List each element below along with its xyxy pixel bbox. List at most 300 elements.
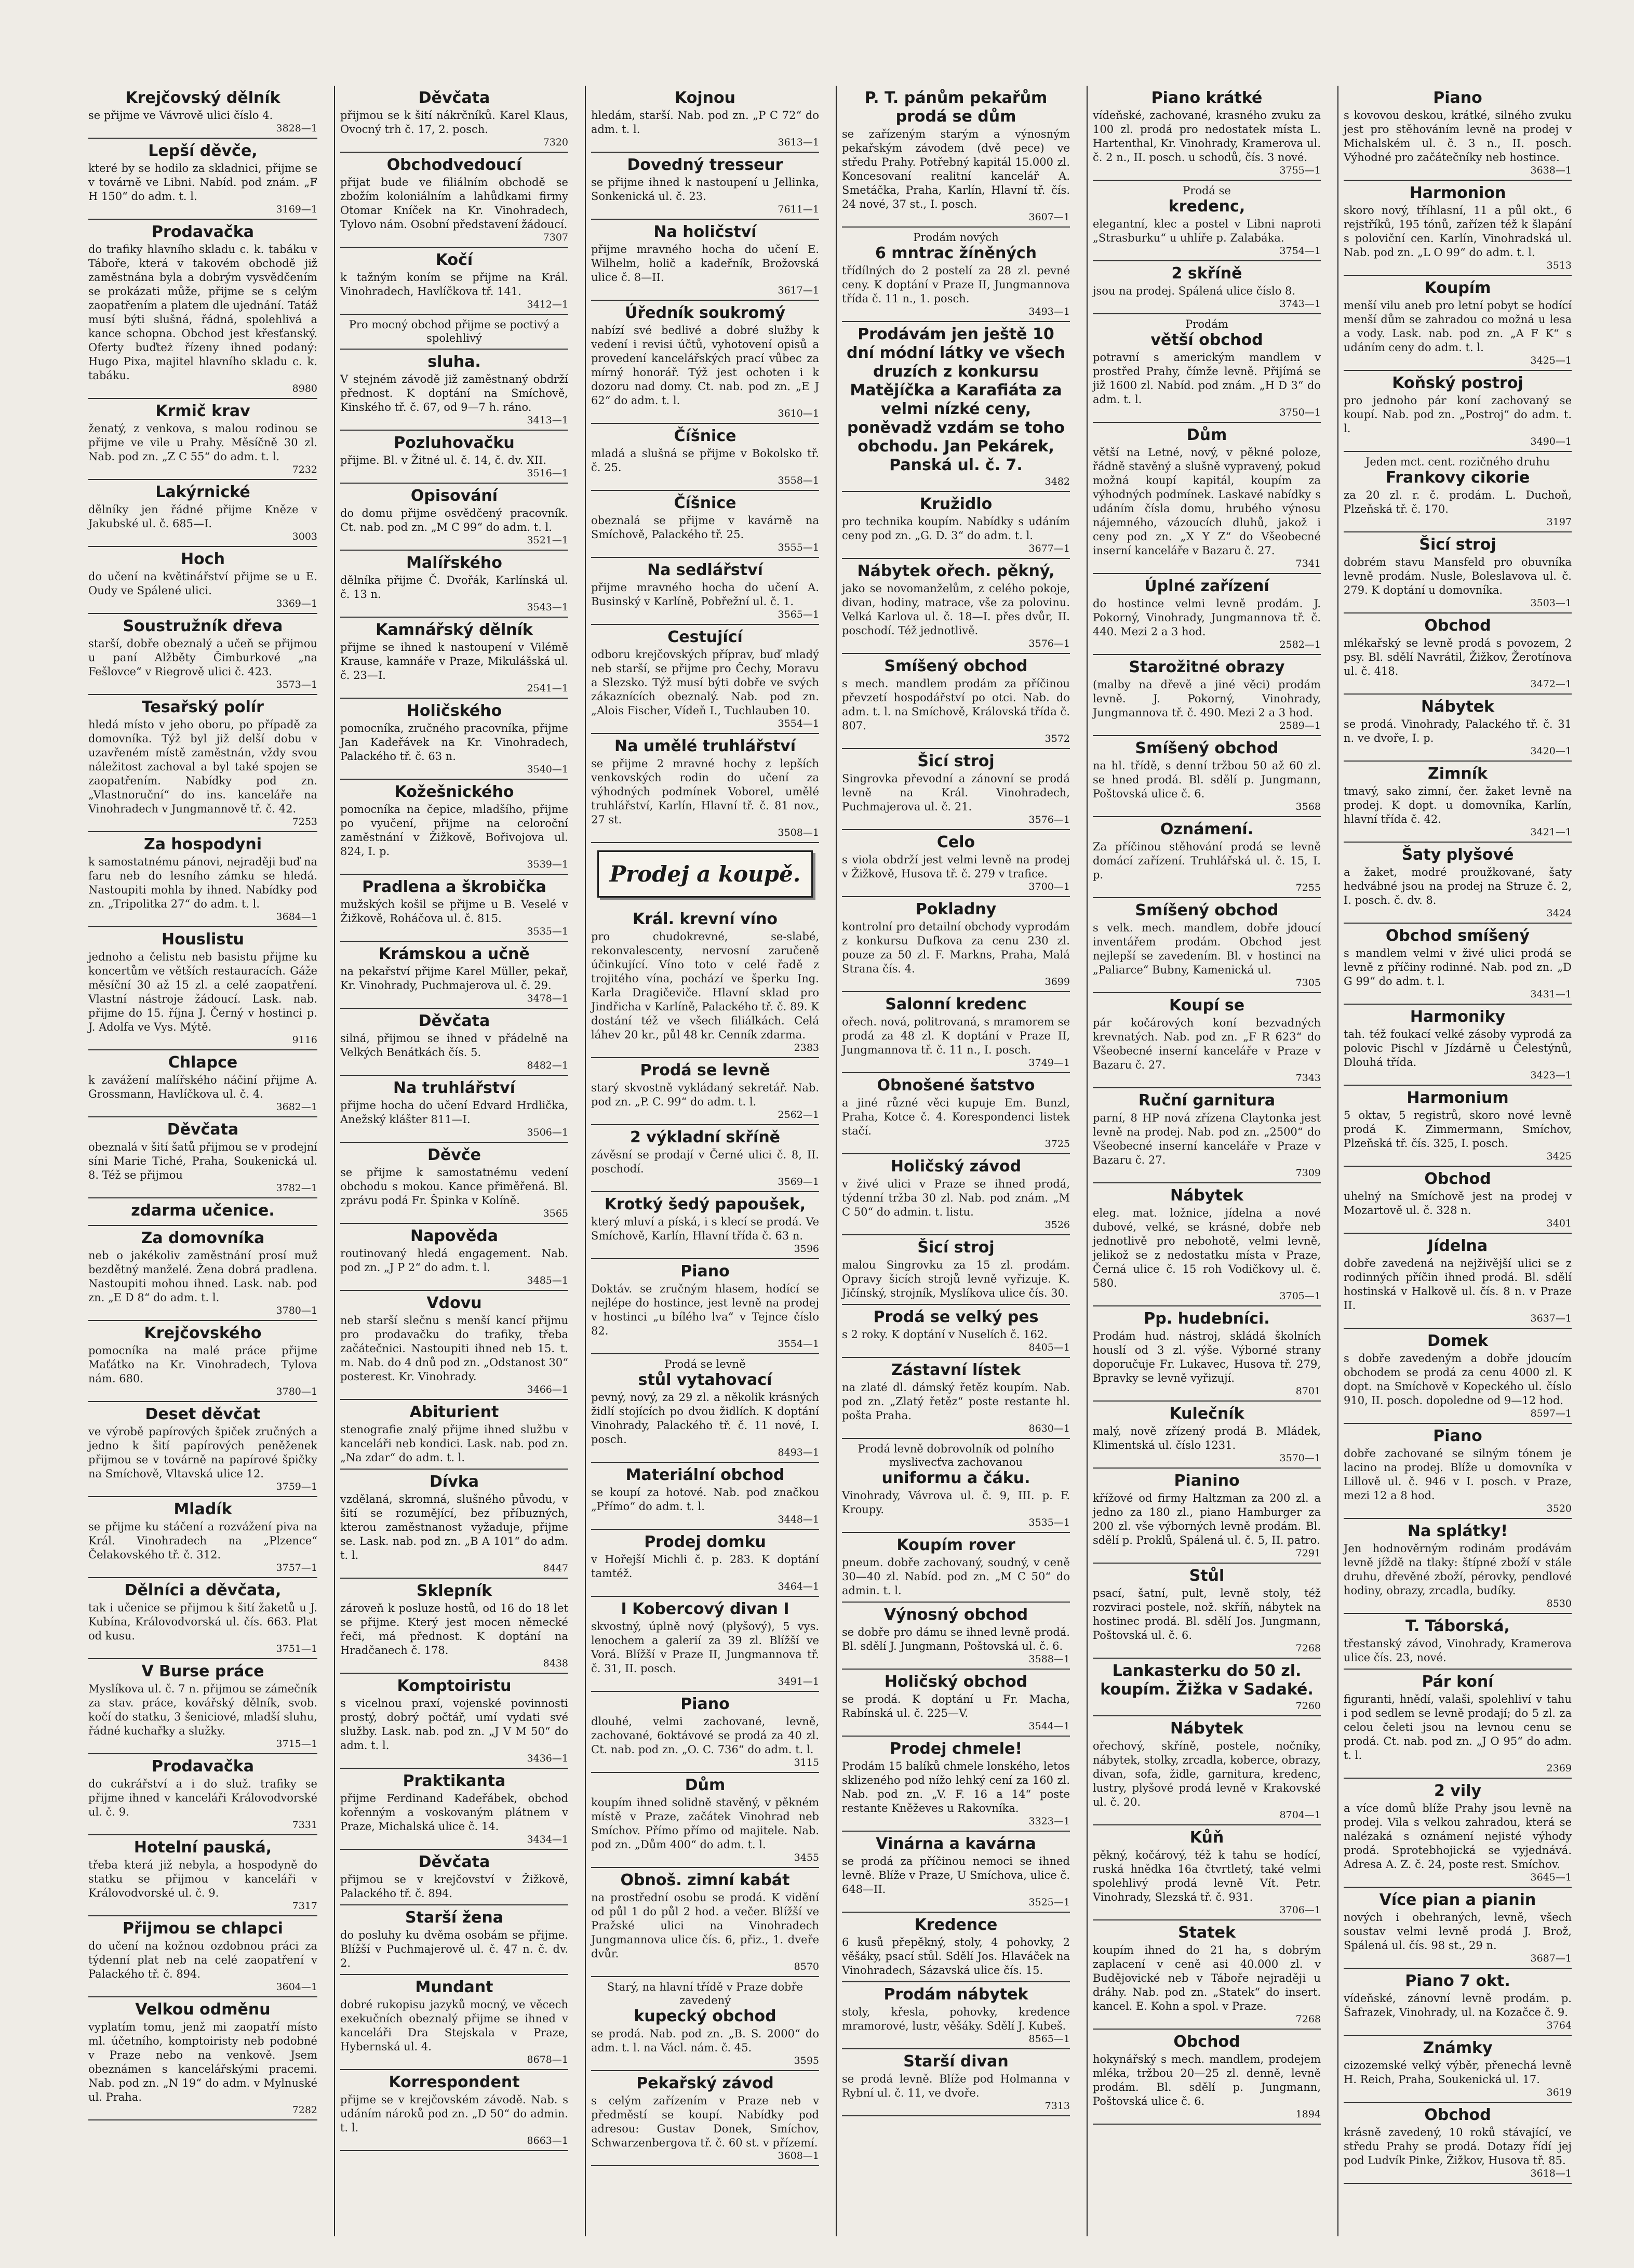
ad-body: jednoho a čelistu neb basistu přijme ku koncertům ve větších restauracích. Gáže měsíční 30 až 15 zl. a celé zaopatření. Vlastní nástroje žádoucí. Lask. nab. přijme do 15. října J. Černý v hostinci p. J. Adolfa ve Vys. Mýtě. bbox=[88, 951, 317, 1033]
ad-body: k zavážení malířského náčiní přijme A. Grossmann, Havlíčkova ul. č. 4. bbox=[88, 1074, 317, 1100]
ad-body: Jen hodnověrným rodinám prodávám levně jíždě na tlaky: štípné zboží v stále druhu, dřevěné zboží, pérovky, pendlové hodiny, obrazy, zrcadla, budíky. bbox=[1344, 1542, 1572, 1597]
ad-code: 3434—1 bbox=[527, 1834, 568, 1845]
ad-code: 3558—1 bbox=[778, 475, 819, 486]
classified-ad bbox=[842, 1154, 1070, 1235]
classified-ad bbox=[842, 992, 1070, 1073]
ad-code: 3482 bbox=[1044, 476, 1070, 487]
ad-title: Úplné zařízení bbox=[1144, 577, 1269, 595]
column-3 bbox=[585, 86, 824, 2236]
ad-body: do hostince velmi levně prodám. J. Pokorný, Vinohrady, Jungmannova tř. č. 440. Mezi 2 a 3 hod. bbox=[1093, 597, 1321, 638]
ad-code: 8980 bbox=[292, 383, 317, 394]
ad-code: 3485—1 bbox=[527, 1275, 568, 1286]
ad-title: 2 výkladní skříně bbox=[630, 1128, 781, 1146]
ad-code: 3464—1 bbox=[778, 1581, 819, 1592]
ad-code: 8678—1 bbox=[527, 2054, 568, 2065]
ad-title: sluha. bbox=[427, 353, 481, 371]
ad-body: se přijme 2 mravné hochy z lepších venkovských rodin do učení za výhodných podmínek Voborel, umělé truhlářství, Karlín, Hlavní tř. č. 81 nov., 27 st. bbox=[591, 757, 819, 826]
classified-ad bbox=[1344, 2036, 1572, 2103]
ad-code: 3570—1 bbox=[1279, 1452, 1321, 1464]
ad-code: 3436—1 bbox=[527, 1753, 568, 1764]
ad-code: 3520 bbox=[1546, 1503, 1572, 1514]
classified-ad bbox=[340, 1470, 568, 1579]
ad-code: 3401 bbox=[1546, 1218, 1572, 1229]
ad-body: se koupí za hotové. Nab. pod značkou „Přímo“ do adm. t. l. bbox=[591, 1486, 819, 1513]
ad-title: Šaty plyšové bbox=[1401, 846, 1514, 864]
ad-title: 2 vily bbox=[1434, 1782, 1481, 1800]
ad-title: Kožešnického bbox=[394, 783, 514, 801]
ad-title: Komptoiristu bbox=[397, 1677, 512, 1695]
classified-ad bbox=[88, 1402, 317, 1497]
ad-body: menší vilu aneb pro letní pobyt se hodící menší dům se zahradou co možná u lesa a vody. Lask. nab. pod zn. „A F K“ s udáním ceny do adm. t. l. bbox=[1344, 299, 1572, 354]
ad-code: 3588—1 bbox=[1028, 1653, 1070, 1665]
ad-body: stoly, křesla, pohovky, kredence mramorové, lustr, věšáky. Sdělí J. Kubeš. bbox=[842, 2006, 1070, 2032]
classified-ad bbox=[1344, 1424, 1572, 1519]
ad-code: 8482—1 bbox=[527, 1060, 568, 1071]
classified-ad bbox=[842, 1670, 1070, 1737]
ad-title: Dům bbox=[685, 1776, 726, 1794]
ad-title: Krámskou a učně bbox=[379, 945, 530, 963]
ad-title: Kočí bbox=[435, 251, 473, 269]
ad-body: kontrolní pro detailní obchody vyprodám z konkursu Dufkova za cenu 230 zl. pouze za 50 zl. F. Markns, Praha, Malá Strana čís. 4. bbox=[842, 920, 1070, 975]
ad-code: 3743—1 bbox=[1279, 298, 1321, 310]
ad-title: Piano 7 okt. bbox=[1405, 1972, 1510, 1990]
classified-ad bbox=[88, 1754, 317, 1835]
ad-title: Smíšený obchod bbox=[884, 657, 1028, 675]
ad-title: Zimník bbox=[1428, 765, 1488, 783]
classified-ad bbox=[1344, 2103, 1572, 2184]
ad-body: ve výrobě papírových špiček zručných a jedno k šití papírových peněženek přijmou se v továrně na papírové špičky na Smíchově, Vltavská ulice 12. bbox=[88, 1425, 317, 1480]
ad-body: do cukrářství a i do služ. trafiky se přijme ihned v kanceláři Královodvorské ul. č. 9. bbox=[88, 1778, 317, 1818]
classified-ad bbox=[842, 322, 1070, 492]
ad-title: Koňský postroj bbox=[1392, 374, 1523, 392]
ad-title: Statek bbox=[1178, 1924, 1236, 1942]
ad-code: 3725 bbox=[1044, 1138, 1070, 1150]
classified-ad bbox=[591, 1773, 819, 1868]
classified-ad bbox=[842, 1235, 1070, 1305]
ad-title: Jídelna bbox=[1427, 1237, 1488, 1255]
ad-title: Kredence bbox=[914, 1916, 998, 1934]
ad-body: do učení na květinářství přijme se u E. Oudy ve Spálené ulici. bbox=[88, 570, 317, 597]
ad-code: 3568 bbox=[1295, 801, 1321, 812]
ad-code: 3491—1 bbox=[778, 1676, 819, 1687]
ad-body: Prodám 15 balíků chmele lonského, letos sklizeného pod nížo lehký cení za 160 zl. Nab. pod zn. „V. F. 16 a 14“ poste restante Kněževes u Rakovníka. bbox=[842, 1760, 1070, 1815]
ad-code: 3554—1 bbox=[778, 1338, 819, 1350]
ad-body: eleg. mat. ložnice, jídelna a nové dubové, velké, se krásné, dobře neb jednotlivě pro nebohotě, velmi levně, jelikož se z nedostatku místa v Praze, Černá ulice č. 15 roh Vodičkovy ul. č. 580. bbox=[1093, 1207, 1321, 1289]
ad-title: Pozluhovačku bbox=[394, 434, 515, 452]
ad-code: 3466—1 bbox=[527, 1384, 568, 1395]
classified-ad bbox=[88, 1050, 317, 1117]
ad-code: 7341 bbox=[1295, 558, 1321, 569]
ad-code: 3828—1 bbox=[276, 123, 317, 134]
classified-ad bbox=[1344, 1086, 1572, 1167]
ad-title: Kružidlo bbox=[919, 495, 993, 513]
ad-body: s viola obdrží jest velmi levně na prodej v Žižkově, Husova tř. č. 279 v trafice. bbox=[842, 853, 1070, 880]
classified-ad bbox=[1093, 1183, 1321, 1306]
ad-title: Koupím bbox=[1424, 279, 1491, 297]
classified-ad bbox=[591, 220, 819, 301]
ad-title: Tesařský polír bbox=[142, 698, 264, 716]
ad-body: hledá místo v jeho oboru, po případě za domovníka. Týž byl již delší dobu v uzavřeném místě zaměstnán, vždy svou náležitost zachoval a byl také spojen se zaopatřením. Nabídky pod zn. „Vlastnoruční“ do ins. kanceláře na Vinohradech v Jungmannově tř. č. 42. bbox=[88, 718, 317, 815]
ad-body: větší na Letné, nový, v pěkné poloze, řádně stavěný a slušně vypravený, pokud možná koupí kapitál, koupím za výhodných podmínek. Laskavé nabídky s udáním čísla domu, hrubého výnosu nájemného, vázoucích dluhů, jakož i ceny pod zn. „X Y Z“ do Všeobecné inserní kanceláře v Bazaru č. 27. bbox=[1093, 446, 1321, 557]
ad-body: 6 kusů přepěkný, stoly, 4 pohovky, 2 věšáky, psací stůl. Sdělí Jos. Hlaváček na Vinohradech, Sázavská ulice čís. 15. bbox=[842, 1936, 1070, 1977]
ad-body: dělníka přijme Č. Dvořák, Karlínská ul. č. 13 n. bbox=[340, 574, 568, 601]
ad-body: do trafiky hlavního skladu c. k. tabáku v Táboře, která v takovém obchodě již zaměstnána byla a dobrým vysvědčením se prokázati může, přijme se s celým zaopatřením a platem dle ujednání. Tatáž musí býti slušná, řádná, spolehlivá a kance schopna. Obchod jest křesťanský. Oferty buďteż řízeny ihned podaný: Hugo Pixa, majitel hlavního skladu c. k. tabáku. bbox=[88, 243, 317, 382]
ad-title: Piano bbox=[1433, 1427, 1482, 1445]
classified-ad bbox=[1344, 1167, 1572, 1234]
ad-code: 3455 bbox=[794, 1852, 819, 1863]
ad-code: 8701 bbox=[1295, 1385, 1321, 1397]
ad-body: do posluhy ku dvěma osobám se přijme. Blížší v Puchmajerově ul. č. 47 n. č. dv. 2. bbox=[340, 1929, 568, 1969]
ad-title: Na umělé truhlářství bbox=[614, 737, 796, 755]
classified-ad bbox=[340, 350, 568, 431]
ad-title: Více pian a pianin bbox=[1379, 1891, 1536, 1909]
ad-title: Praktikanta bbox=[403, 1772, 506, 1790]
ad-title: Piano bbox=[680, 1695, 730, 1713]
classified-ad bbox=[1093, 736, 1321, 817]
ad-body: parní, 8 HP nová zřízena Claytonka jest levně na prodej. Nab. pod zn. „2500“ do Všeobecné inserní kanceláře v Praze v Bazaru č. 27. bbox=[1093, 1112, 1321, 1166]
ad-code: 3540—1 bbox=[527, 764, 568, 775]
ad-title: Domek bbox=[1427, 1332, 1489, 1350]
ad-code: 7611—1 bbox=[778, 204, 819, 215]
classified-ad bbox=[88, 1198, 317, 1226]
ad-body: koupím ihned do 21 ha, s dobrým zaplacení v ceně asi 40.000 zl. v Budějovické neb v Táboře nejraději u dráhy. Nab. pod zn. „Statek“ do insert. kancel. E. Kohn a spol. v Praze. bbox=[1093, 1944, 1321, 2012]
classified-columns bbox=[83, 86, 1577, 2236]
classified-ad bbox=[842, 1982, 1070, 2049]
ad-body: starší, dobře obeznalý a učeň se přijmou u paní Alžběty Čimburkové „na Fešlovce“ v Riegrově ulici č. 423. bbox=[88, 637, 317, 678]
ad-code: 3425—1 bbox=[1530, 355, 1572, 366]
ad-code: 3472—1 bbox=[1530, 678, 1572, 690]
ad-title: Napověda bbox=[410, 1227, 499, 1245]
ad-body: na zlaté dl. dámský řetěz koupím. Nab. pod zn. „Zlatý řetěz“ poste restante hl. pošta Praha. bbox=[842, 1381, 1070, 1422]
classified-ad bbox=[1093, 1564, 1321, 1659]
ad-title: Starožitné obrazy bbox=[1129, 658, 1285, 676]
classified-ad bbox=[340, 1291, 568, 1400]
classified-ad bbox=[1344, 371, 1572, 452]
classified-ad bbox=[842, 1439, 1070, 1533]
ad-code: 7305 bbox=[1295, 977, 1321, 989]
ad-code: 3677—1 bbox=[1028, 543, 1070, 554]
ad-title: Holičský závod bbox=[890, 1157, 1022, 1176]
ad-body: dobrém stavu Mansfeld pro obuvníka levně prodám. Nusle, Boleslavova ul. č. 279. K doptání u domovníka. bbox=[1344, 556, 1572, 596]
ad-code: 3506—1 bbox=[527, 1127, 568, 1138]
ad-code: 3715—1 bbox=[276, 1738, 317, 1750]
ad-pretitle: Prodám bbox=[1185, 318, 1228, 330]
classified-ad bbox=[591, 1354, 819, 1463]
ad-title: Obchod bbox=[1424, 617, 1491, 635]
ad-title: Deset děvčat bbox=[145, 1405, 261, 1423]
classified-ad bbox=[1093, 1402, 1321, 1469]
ad-title: Salonní kredenc bbox=[885, 995, 1027, 1013]
ad-title: 6 mntrac žíněných bbox=[875, 244, 1037, 262]
ad-code: 3576—1 bbox=[1028, 638, 1070, 649]
classified-ad bbox=[340, 618, 568, 699]
ad-body: s mech. mandlem prodám za příčinou převzetí hospodářství po otci. Nab. do adm. t. l. na Smíchově, Královská třída č. 807. bbox=[842, 677, 1070, 732]
ad-title: Na splátky! bbox=[1407, 1522, 1508, 1540]
classified-ad bbox=[842, 1737, 1070, 1832]
ad-title: Pekařský závod bbox=[636, 2074, 774, 2092]
classified-ad bbox=[591, 86, 819, 153]
ad-body: přijme se ihned k nastoupení v Vilémě Krause, kamnáře v Praze, Mikulášská ul. č. 23—I. bbox=[340, 641, 568, 682]
ad-title: Smíšený obchod bbox=[1135, 739, 1279, 757]
classified-ad bbox=[1344, 181, 1572, 276]
classified-ad bbox=[88, 220, 317, 399]
ad-body: dělníky jen řádné přijme Kněze v Jakubské ul. č. 685—I. bbox=[88, 503, 317, 530]
ad-title: Malířského bbox=[406, 554, 502, 572]
ad-body: Doktáv. se zručným hlasem, hodící se nejlépe do hostince, jest levně na prodej v hostinci „u bílého lva“ v Tejnce číslo 82. bbox=[591, 1283, 819, 1337]
ad-title: Obchod bbox=[1424, 1170, 1491, 1188]
ad-body: dobře zavedená na nejživější ulici se z rodinných příčin ihned prodá. Bl. sdělí hostinská v Halkově ul. čís. 8 n. v Praze II. bbox=[1344, 1257, 1572, 1312]
ad-body: přijmou se v krejčovství v Žižkově, Palackého tř. č. 894. bbox=[340, 1873, 568, 1900]
classified-ad bbox=[591, 301, 819, 424]
ad-title: Prodávám jen ještě 10 dní módní látky ve všech druzích z konkursu Matějíčka a Karafiáta za velmi nízké ceny, poněvadž vzdám se toho obchodu. Jan Pekárek, Panská ul. č. 7. bbox=[846, 325, 1066, 474]
ad-body: s celým zařízením v Praze neb v předměstí se koupí. Nabídky pod adresou: Gustav Donek, Smíchov, Schwarzenbergova tř. č. 60 st. v přízemí. bbox=[591, 2094, 819, 2149]
ad-body: hokynářský s mech. mandlem, prodejem mléka, tržbou 20—25 zl. denně, levně prodám. Bl. sdělí p. Jungmann, Poštovská ulice č. 6. bbox=[1093, 2053, 1321, 2107]
ad-body: V stejném závodě již zaměstnaný obdrží přednost. K doptání na Smíchově, Kinského tř. č. 67, od 9—7 h. ráno. bbox=[340, 373, 568, 413]
classified-ad bbox=[340, 1674, 568, 1769]
ad-body: k samostatnému pánovi, nejraději buď na faru neb do lesního zámku se hledá. Nastoupiti mohla by ihned. Nabídky pod zn. „Tripolitka 27“ do adm. t. l. bbox=[88, 856, 317, 910]
ad-body: pneum. dobře zachovaný, soudný, v ceně 30—40 zl. Nabíd. pod zn. „M C 50“ do admin. t. l. bbox=[842, 1556, 1070, 1597]
ad-body: přijat bude ve filiálním obchodě se zbožím koloniálním a lahůdkami firmy Otomar Kníček na Kr. Vinohradech, Tylovo nám. Osobní představení žádoucí. bbox=[340, 176, 568, 231]
ad-pretitle: Pro mocný obchod přijme se poctivý a spolehlivý bbox=[349, 318, 560, 344]
ad-body: k tažným koním se přijme na Král. Vinohradech, Havlíčkova tř. 141. bbox=[340, 271, 568, 298]
classified-ad bbox=[1344, 1519, 1572, 1614]
classified-ad bbox=[1093, 261, 1321, 314]
ad-body: vzdělaná, skromná, slušného původu, v šití se rozumějící, bez příbuzných, kterou zaměstnanost vyžaduje, přijme se. Lask. nab. pod zn. „B A 101“ do adm. t. l. bbox=[340, 1493, 568, 1562]
ad-code: 3423—1 bbox=[1530, 1070, 1572, 1081]
ad-code: 8663—1 bbox=[527, 2135, 568, 2146]
ad-body: s 2 roky. K doptání v Nuselích č. 162. bbox=[842, 1328, 1048, 1341]
ad-body: 5 oktav, 5 registrů, skoro nové levně prodá K. Zimmermann, Smíchov, Plzeňská tř. čís. 325, I. posch. bbox=[1344, 1109, 1572, 1150]
ad-title: Kulečník bbox=[1169, 1405, 1244, 1423]
ad-title: Dělníci a děvčata, bbox=[124, 1581, 282, 1599]
ad-code: 3478—1 bbox=[527, 993, 568, 1004]
classified-ad bbox=[1093, 181, 1321, 261]
ad-title: Hoch bbox=[181, 550, 225, 568]
ad-title: V Burse práce bbox=[141, 1662, 264, 1680]
ad-body: pěkný, kočárový, též k tahu se hodící, ruská hnědka 16a čtvrtletý, také velmi spolehlivý prodá levně Vít. Petr. Vinohrady, Slezská tř. č. 931. bbox=[1093, 1849, 1321, 1903]
ad-body: vídeňské, zachované, krasného zvuku za 100 zl. prodá pro nedostatek místa L. Hartenthal, Kr. Vinohrady, Kramerova ul. č. 2 n., II. posch. u schodů, čís. 3 nové. bbox=[1093, 109, 1321, 164]
ad-title: Obchod bbox=[1173, 2033, 1240, 2051]
ad-body: který mluví a píská, i s klecí se prodá. Ve Smíchově, Karlín, Hlavní třída č. 63 n. bbox=[591, 1216, 819, 1242]
ad-code: 3700—1 bbox=[1028, 881, 1070, 892]
classified-ad bbox=[340, 1850, 568, 1905]
ad-title: Pár koní bbox=[1422, 1673, 1494, 1691]
classified-ad bbox=[591, 1597, 819, 1692]
ad-code: 3595 bbox=[794, 2055, 819, 2066]
ad-code: 2589—1 bbox=[1279, 720, 1321, 731]
classified-ad bbox=[1344, 532, 1572, 613]
ad-title: T. Táborská, bbox=[1405, 1617, 1510, 1635]
ad-code: 8704—1 bbox=[1279, 1809, 1321, 1821]
ad-title: Dovedný tresseur bbox=[627, 156, 783, 174]
ad-title: Holičský obchod bbox=[884, 1673, 1028, 1691]
ad-title: Pokladny bbox=[915, 900, 997, 918]
classified-ad bbox=[1344, 762, 1572, 843]
ad-body: s velk. mech. mandlem, dobře jdoucí inventářem prodám. Obchod jest nejlepší se zavedením. Bl. v hostinci na „Paliarce“ Bubny, Kamenická ul. bbox=[1093, 922, 1321, 976]
ad-title: Dívka bbox=[430, 1473, 479, 1491]
ad-title: Děvčata bbox=[167, 1120, 239, 1139]
ad-code: 3699 bbox=[1044, 976, 1070, 988]
ad-title: Děvče bbox=[427, 1146, 481, 1164]
ad-body: třestanský závod, Vinohrady, Kramerova ulice čís. 23, nové. bbox=[1344, 1637, 1572, 1664]
ad-title: Úředník soukromý bbox=[624, 304, 785, 322]
ad-body: dobře zachované se silným tónem je lacino na prodej. Blíže u domovníka v Lillově ul. č. 946 v I. posch. v Praze, mezi 12 a 8 hod. bbox=[1344, 1447, 1572, 1502]
ad-code: 1894 bbox=[1295, 2109, 1321, 2120]
ad-title: Krotký šedý papoušek, bbox=[604, 1195, 806, 1213]
ad-code: 8565—1 bbox=[1028, 2033, 1070, 2045]
ad-body: Singrovka převodní a zánovní se prodá levně na Král. Vinohradech, Puchmajerova ul. č. 21. bbox=[842, 772, 1070, 813]
classified-ad bbox=[591, 1977, 819, 2071]
ad-body: pevný, nový, za 29 zl. a několik krásných židlí stojících po dvou židlích. K doptání Vinohrady, Palackého tř. č. 11 nové, I. posch. bbox=[591, 1391, 819, 1446]
ad-code: 7309 bbox=[1295, 1167, 1321, 1179]
ad-title: uniformu a čáku. bbox=[881, 1469, 1030, 1487]
classified-ad bbox=[1344, 613, 1572, 695]
ad-body: neb o jakékoliv zaměstnání prosí muž bezdětný manželé. Žena dobrá pradlena. Nastoupiti mohou ihned. Lask. nab. pod zn. „E D 8“ do adm. t. l. bbox=[88, 1249, 317, 1304]
column-4 bbox=[836, 86, 1075, 2236]
ad-body: vyplatím tomu, jenž mi zaopatří místo ml. účetního, komptoiristy neb podobné v Praze nebo na venkově. Jsem obeznámen s kancelářskými pracemi. Nab. pod zn. „N 19“ do adm. v Mylnuské ul. Praha. bbox=[88, 2021, 317, 2103]
ad-body: a více domů blíže Prahy jsou levně na prodej. Vila s velkou zahradou, která se nalézaká s oznámení nejisté výhody prodá. Sprotebhojická se vyjednává. Adresa A. Z. č. 24, poste rest. Smíchov. bbox=[1344, 1802, 1572, 1871]
ad-body: pomocníka, zručného pracovníka, přijme Jan Kadeřávek na Kr. Vinohradech, Palackého tř. č. 63 n. bbox=[340, 722, 568, 763]
ad-title: Na holičství bbox=[653, 223, 757, 241]
classified-ad bbox=[842, 1073, 1070, 1154]
classified-ad bbox=[1093, 1920, 1321, 2030]
ad-body: které by se hodilo za skladnici, přijme se v továrně ve Libni. Nabíd. pod znám. „F H 150“ do adm. t. l. bbox=[88, 162, 317, 203]
ad-title: Král. krevní víno bbox=[633, 910, 778, 928]
classified-ad bbox=[1344, 843, 1572, 924]
classified-ad bbox=[340, 1905, 568, 1975]
ad-body: a žaket, modré proužkované, šaty hedvábné jsou na prodej na Struze č. 2, I. posch. č. dv. 8. bbox=[1344, 866, 1572, 906]
ad-title: Číšnice bbox=[674, 494, 736, 512]
ad-code: 3755—1 bbox=[1279, 165, 1321, 176]
ad-code: 3169—1 bbox=[276, 204, 317, 215]
ad-title: Korrespondent bbox=[389, 2073, 520, 2091]
ad-title: Za hospodyni bbox=[143, 835, 262, 853]
classified-ad bbox=[1093, 1469, 1321, 1564]
ad-code: 3573—1 bbox=[276, 679, 317, 690]
classified-ad bbox=[88, 86, 317, 139]
ad-code: 3503—1 bbox=[1530, 597, 1572, 609]
classified-ad bbox=[842, 897, 1070, 992]
classified-ad bbox=[88, 399, 317, 480]
ad-body: se dobře pro dámu se ihned levně prodá. Bl. sdělí J. Jungmann, Poštovská ul. č. 6. bbox=[842, 1626, 1070, 1652]
classified-ad bbox=[591, 1868, 819, 1977]
classified-ad bbox=[591, 1530, 819, 1597]
classified-ad bbox=[340, 551, 568, 618]
ad-body: elegantní, klec a postel v Libni naproti „Strasburku“ u uhlíře p. Zalabáka. bbox=[1093, 218, 1321, 244]
ad-title: Krejčovského bbox=[144, 1324, 262, 1342]
ad-code: 3535—1 bbox=[527, 926, 568, 937]
ad-code: 3425 bbox=[1546, 1151, 1572, 1162]
ad-body: malou Singrovku za 15 zl. prodám. Opravy šicích strojů levně vyřizuje. K. Jičínský, strojník, Myslíkova ulice čís. 30. bbox=[842, 1259, 1070, 1299]
column-2 bbox=[334, 86, 573, 2236]
classified-ad bbox=[1093, 1825, 1321, 1920]
ad-body: přijme Ferdinand Kadeřábek, obchod kořenným a voskovaným plátnem v Praze, Michalská ulice č. 14. bbox=[340, 1792, 568, 1833]
ad-title: Kamnářský dělník bbox=[376, 621, 533, 639]
ad-code: 2541—1 bbox=[527, 683, 568, 694]
ad-title: Prodej domku bbox=[644, 1533, 766, 1551]
ad-code: 7317 bbox=[292, 1900, 317, 1912]
ad-code: 3535—1 bbox=[1028, 1517, 1070, 1528]
ad-body: pro chudokrevné, se-slabé, rekonvalescenty, nervosní zaručeně účinkující. Víno toto v celé řadě z trojitého vína, pochází ve šperku Ing. Karla Dragičeviče. Hlavní sklad pro Jindřicha v Karlíně, Palackého tř. č. 89. K dostání též ve všech filiálkách. Celá láhev 20 kr., půl 48 kr. Cenník zdarma. bbox=[591, 930, 819, 1041]
ad-code: 3608—1 bbox=[778, 2150, 819, 2162]
classified-ad bbox=[340, 1076, 568, 1143]
classified-ad bbox=[88, 832, 317, 927]
ad-body: křížové od firmy Haltzman za 200 zl. a jedno za 180 zl., piano Hamburger za 200 zl. vše výborných levně prodám. Bl. sdělí p. Proklů, Spálená ul. č. 5, II. patro. bbox=[1093, 1492, 1321, 1546]
classified-ad bbox=[591, 1259, 819, 1354]
ad-title: Výnosný obchod bbox=[883, 1606, 1028, 1624]
classified-ad bbox=[591, 734, 819, 843]
ad-body: koupím ihned solidně stavěný, v pěkném místě v Praze, začátek Vinohrad neb Smíchov. Přímo přímo od majitele. Nab. pod zn. „Dům 400“ do adm. t. l. bbox=[591, 1796, 819, 1851]
classified-ad bbox=[88, 547, 317, 614]
ad-body: se přijme k samostatnému vedení obchodu s mokou. Kance přiměřená. Bl. zprávu podá Fr. Špinka v Kolíně. bbox=[340, 1166, 568, 1207]
ad-body: pro technika koupím. Nabídky s udáním ceny pod zn. „G. D. 3“ do adm. t. l. bbox=[842, 515, 1070, 542]
classified-ad bbox=[1344, 695, 1572, 762]
ad-code: 3421—1 bbox=[1530, 826, 1572, 838]
classified-ad bbox=[340, 1143, 568, 1224]
ad-code: 3516—1 bbox=[527, 468, 568, 479]
ad-code: 2582—1 bbox=[1279, 639, 1321, 650]
ad-body: cizozemské velký výběr, přenechá levně H. Reich, Praha, Soukenická ul. 17. bbox=[1344, 2059, 1572, 2086]
ad-title: kredenc, bbox=[1168, 197, 1245, 216]
classified-ad bbox=[591, 558, 819, 625]
ad-body: s vicelnou praxí, vojenské povinnosti prostý, dobrý počtář, umí vydati své služby. Lask. nab. pod zn. „J V M 50“ do adm. t. l. bbox=[340, 1697, 568, 1752]
ad-title: Lakýrnické bbox=[155, 483, 250, 501]
ad-body: malý, nově zřízený prodá B. Mládek, Klimentská ul. číslo 1231. bbox=[1093, 1425, 1321, 1451]
ad-code: 3543—1 bbox=[527, 602, 568, 613]
ad-title: Prodá se velký pes bbox=[873, 1308, 1039, 1326]
ad-code: 3554—1 bbox=[778, 718, 819, 729]
classified-ad bbox=[591, 1058, 819, 1125]
ad-title: větší obchod bbox=[1150, 331, 1263, 349]
ad-body: zároveň k posluze hostů, od 16 do 18 let se přijme. Který jest mocen německé řeči, má přednost. K doptání na Hradčanech č. 178. bbox=[340, 1602, 568, 1657]
ad-code: 7313 bbox=[1044, 2100, 1070, 2112]
ad-title: zdarma učenice. bbox=[131, 1202, 275, 1220]
ad-body: obeznalá se přijme v kavárně na Smíchově, Palackého tř. 25. bbox=[591, 514, 819, 541]
ad-body: uhelný na Smíchově jest na prodej v Mozartově ul. č. 328 n. bbox=[1344, 1190, 1572, 1217]
ad-code: 7343 bbox=[1295, 1072, 1321, 1084]
ad-title: Mladík bbox=[173, 1500, 232, 1518]
ad-code: 7320 bbox=[543, 137, 568, 148]
classified-ad bbox=[88, 1659, 317, 1754]
ad-code: 7255 bbox=[1295, 882, 1321, 893]
ad-title: Dům bbox=[1186, 426, 1227, 444]
ad-body: se prodá za příčinou nemoci se ihned levně. Blíže v Praze, U Smíchova, ulice č. 648—II. bbox=[842, 1855, 1070, 1896]
classified-ad bbox=[1344, 1329, 1572, 1424]
ad-body: se prodá levně. Blíže pod Holmanna v Rybní ul. č. 11, ve dvoře. bbox=[842, 2073, 1070, 2099]
ad-code: 8493—1 bbox=[778, 1447, 819, 1458]
ad-title: Harmonium bbox=[1407, 1089, 1509, 1107]
ad-body: mlékařský se levně prodá s povozem, 2 psy. Bl. sdělí Navrátil, Žižkov, Žerotínova ul. č. 418. bbox=[1344, 637, 1572, 677]
classified-ad bbox=[1344, 1670, 1572, 1779]
classified-ad bbox=[340, 699, 568, 780]
ad-code: 3413—1 bbox=[527, 415, 568, 426]
ad-title: Pp. hudebníci. bbox=[1144, 1310, 1270, 1328]
classified-ad bbox=[591, 1125, 819, 1192]
ad-title: Materiální obchod bbox=[625, 1466, 785, 1484]
ad-title: Abiturient bbox=[409, 1403, 499, 1421]
ad-code: 7232 bbox=[292, 464, 317, 475]
ad-code: 3525—1 bbox=[1028, 1897, 1070, 1908]
ad-pretitle: Prodám nových bbox=[913, 231, 999, 244]
ad-body: přijme mravného hocha do učení A. Businský v Karlíně, Pobřežní ul. č. 1. bbox=[591, 581, 819, 608]
classified-ad bbox=[340, 1224, 568, 1291]
classified-ad bbox=[1093, 1088, 1321, 1183]
ad-code: 3604—1 bbox=[276, 1981, 317, 1993]
classified-ad bbox=[1093, 86, 1321, 181]
classified-ad bbox=[340, 1579, 568, 1674]
ad-code: 3619 bbox=[1546, 2087, 1572, 2098]
classified-ad bbox=[1344, 86, 1572, 181]
